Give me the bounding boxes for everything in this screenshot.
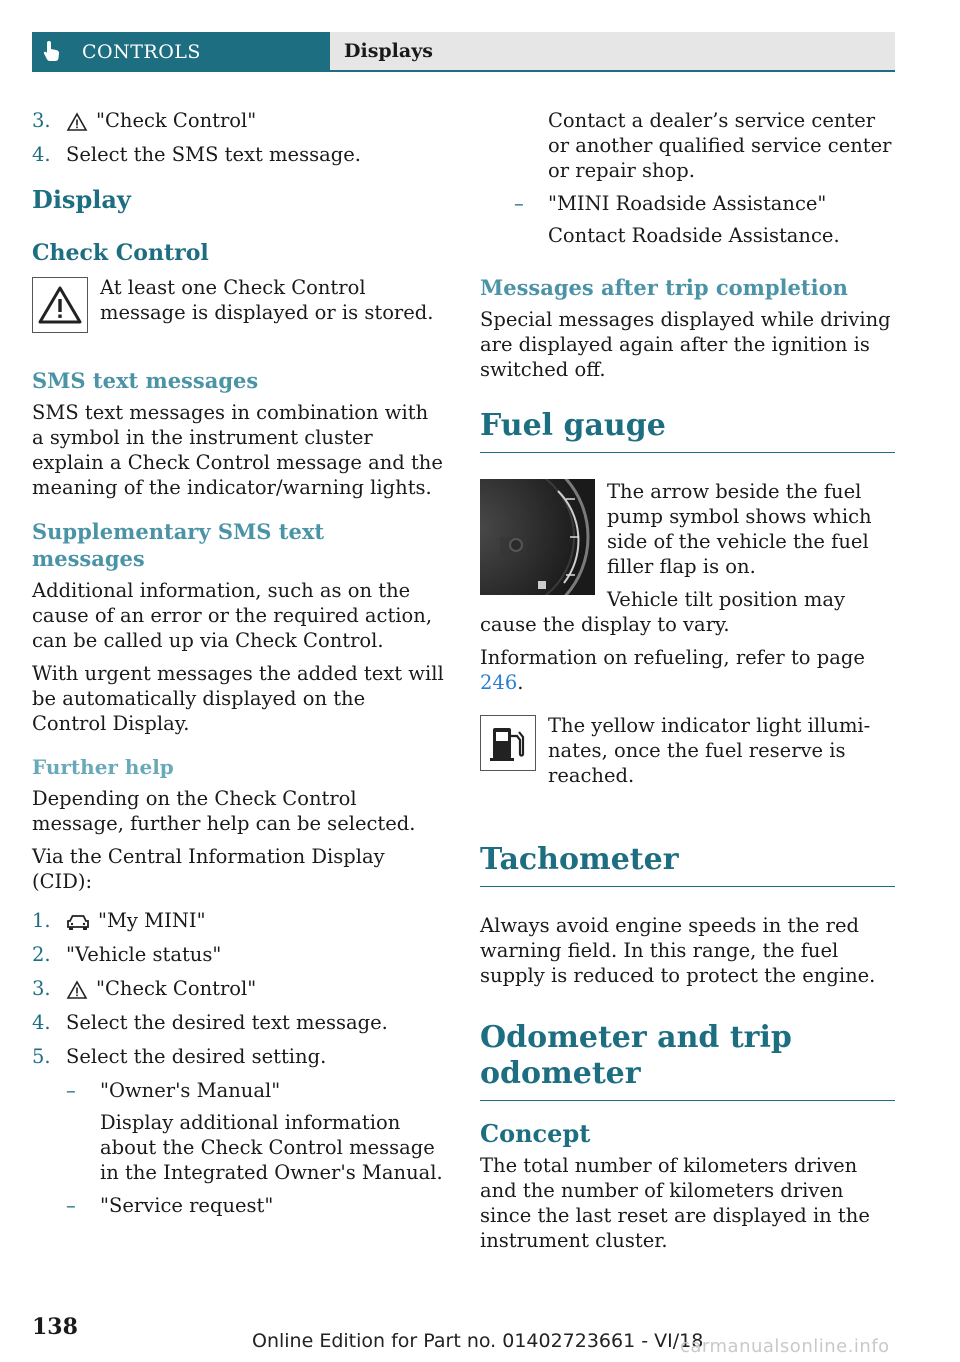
list-text: Select the desired text message.: [66, 1011, 388, 1034]
right-column: [480, 108, 895, 1261]
further-text-1: Depending on the Check Control message, further help can be selected.: [32, 787, 416, 835]
check-control-block: [32, 275, 444, 333]
sms-text: SMS text messages in combination with a symbol in the instrument cluster explain a Check Control message and the meaning of the indicator/warning lights.: [32, 401, 443, 499]
heading-trip-messages: Messages after trip completion: [480, 275, 848, 300]
sub-label: "Owner's Manual": [100, 1079, 281, 1102]
section-label: CONTROLS: [82, 41, 201, 63]
dash-bullet: –: [514, 192, 524, 215]
supp-text-1: Additional information, such as on the cause of an error or the required action, can be called up via Check Control.: [32, 579, 433, 652]
sub-list-item: [514, 191, 895, 216]
list-label: "My MINI": [98, 909, 206, 932]
fuel-gauge-block: [480, 479, 895, 637]
fuel-ref-end: .: [517, 671, 524, 694]
sub-list-item: [66, 1078, 444, 1103]
list-item: [32, 108, 444, 133]
list-item: [32, 1044, 444, 1069]
header-rule: [32, 70, 895, 72]
list-number: 3.: [32, 109, 51, 132]
trip-text: Special messages displayed while driving are displayed again after the ignition is switched off.: [480, 308, 891, 381]
list-item: [32, 942, 444, 967]
left-column: [32, 108, 444, 1225]
heading-further-help: Further help: [32, 755, 174, 779]
chapter-tab: [330, 32, 895, 70]
sub-label: "Service request": [100, 1194, 274, 1217]
list-label: "Check Control": [96, 977, 257, 1000]
list-number: 4.: [32, 143, 51, 166]
sub-label: "MINI Roadside Assistance": [548, 192, 827, 215]
sub-text: Display additional information about the Check Control message in the Integrated Owner's Manual.: [100, 1111, 443, 1184]
list-item: [32, 142, 444, 167]
fuel-gauge-image: [480, 479, 595, 595]
car-icon: [66, 913, 90, 931]
list-text: [66, 976, 256, 1001]
list-number: 5.: [32, 1045, 51, 1068]
fuel-text-1: The arrow beside the fuel pump symbol shows which side of the vehicle the fuel filler flap is on.: [607, 480, 872, 578]
fuel-text-2: Vehicle tilt position may cause the display to vary.: [480, 588, 846, 636]
list-number: 4.: [32, 1011, 51, 1034]
list-number: 3.: [32, 977, 51, 1000]
fuel-ref-text: Information on refueling, refer to page: [480, 646, 865, 669]
heading-odometer: Odometer and trip odometer: [480, 1020, 895, 1101]
supp-text-2: With urgent messages the added text will be automatically displayed on the Control Display.: [32, 662, 444, 735]
list-label: "Check Control": [96, 109, 257, 132]
page-number: 138: [32, 1314, 78, 1340]
fuel-pump-icon: [480, 715, 536, 771]
tacho-text: Always avoid engine speeds in the red warning field. In this range, the fuel supply is reduced to protect the engine.: [480, 914, 876, 987]
warning-triangle-icon: [32, 277, 88, 333]
heading-concept: Concept: [480, 1119, 591, 1148]
dash-bullet: –: [66, 1079, 76, 1102]
further-text-2: Via the Central Information Display (CID):: [32, 845, 385, 893]
heading-display: Display: [32, 185, 131, 214]
warning-triangle-icon: [66, 112, 88, 132]
edition-text: Online Edition for Part no. 01402723661 - VI/18: [252, 1330, 704, 1352]
list-item: [32, 908, 444, 933]
page-header: [32, 32, 895, 72]
sub-text: Contact Roadside Assistance.: [548, 224, 840, 247]
sub-list-item: [66, 1193, 444, 1218]
chapter-label: Displays: [344, 40, 433, 62]
heading-fuel-gauge: Fuel gauge: [480, 408, 895, 453]
list-number: 1.: [32, 909, 51, 932]
dash-bullet: –: [66, 1194, 76, 1217]
page-link[interactable]: 246: [480, 671, 518, 694]
list-text: [66, 108, 256, 133]
heading-sms: SMS text messages: [32, 368, 259, 393]
concept-text: The total number of kilometers driven and the number of kilometers driven since the last reset are displayed in the instrument cluster.: [480, 1154, 870, 1252]
watermark: carmanualsonline.info: [680, 1336, 890, 1357]
list-text: [66, 908, 206, 933]
fuel-ref: [480, 645, 895, 695]
list-text: Select the SMS text message.: [66, 143, 361, 166]
list-item: [32, 1010, 444, 1035]
check-control-text: At least one Check Control message is displayed or is stored.: [100, 276, 434, 324]
list-text: "Vehicle status": [66, 943, 222, 966]
fuel-light-block: [480, 713, 895, 796]
list-number: 2.: [32, 943, 51, 966]
service-text: Contact a dealer’s service center or another qualified service center or repair shop.: [548, 109, 892, 182]
hand-pointer-icon: [42, 40, 62, 62]
section-tab: [32, 32, 330, 70]
list-item: [32, 976, 444, 1001]
fuel-light-text: The yellow indicator light illumi- nates, once the fuel reserve is reached.: [548, 714, 871, 787]
warning-triangle-icon: [66, 980, 88, 1000]
list-text: Select the desired setting.: [66, 1045, 327, 1068]
heading-check-control: Check Control: [32, 240, 209, 266]
heading-tachometer: Tachometer: [480, 842, 895, 887]
heading-supplementary: Supplementary SMS text messages: [32, 519, 325, 571]
